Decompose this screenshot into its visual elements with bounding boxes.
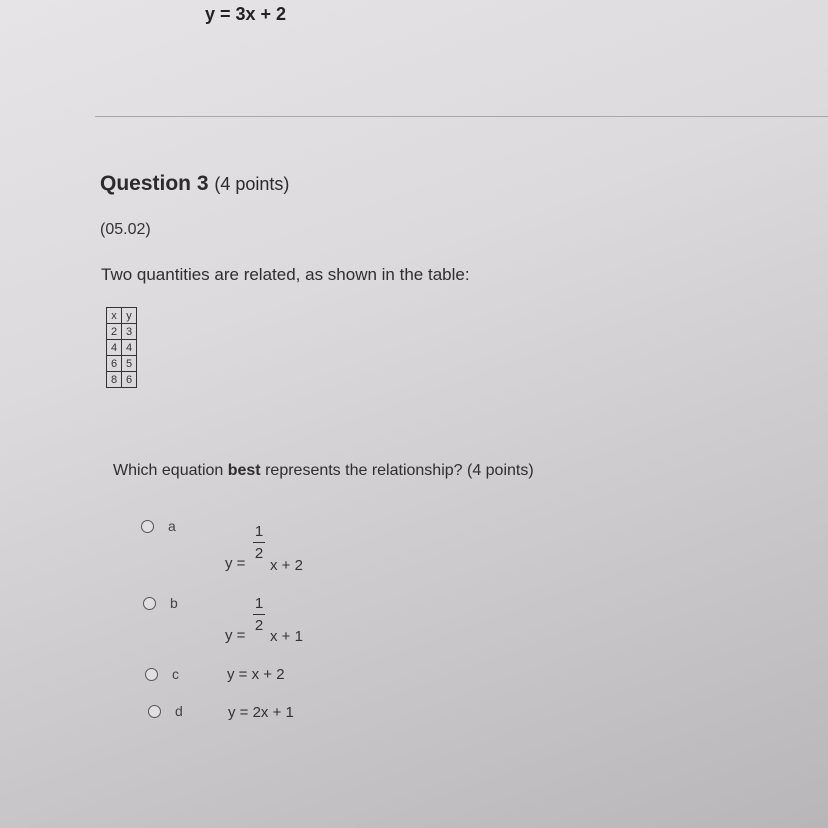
choice-c[interactable] [145,666,179,682]
table-cell: 4 [122,340,137,356]
radio-button-b[interactable] [143,597,156,610]
choice-b[interactable] [143,595,178,611]
choice-letter-c: c [172,666,179,682]
question-code: (05.02) [100,221,151,238]
choice-a-prefix: y = [225,555,246,572]
table-row [107,340,137,356]
table-row [107,324,137,340]
table-cell: 8 [107,372,122,388]
choice-letter-d: d [175,703,183,719]
table-header-y: y [122,308,137,324]
prompt-text-end: represents the relationship? (4 points) [260,462,534,479]
choice-letter-b: b [170,595,178,611]
choice-a-suffix: x + 2 [270,557,303,574]
table-cell: 5 [122,356,137,372]
choice-b-prefix: y = [225,627,246,644]
radio-button-a[interactable] [141,520,154,533]
radio-button-c[interactable] [145,668,158,681]
fraction-denominator: 2 [254,617,264,634]
prompt-emphasis: best [227,462,261,479]
table-cell: 6 [122,372,137,388]
question-number: Question 3 [100,172,209,195]
choice-b-suffix: x + 1 [270,628,303,645]
fraction-denominator: 2 [254,545,264,562]
radio-button-d[interactable] [148,705,161,718]
table-row [107,356,137,372]
table-header-row [107,308,137,324]
question-points: (4 points) [214,174,290,194]
question-divider [95,116,828,117]
choice-a[interactable] [141,518,176,534]
choice-d[interactable] [148,703,183,719]
choice-b-fraction [253,595,265,634]
relationship-table [106,307,137,388]
table-header-x: x [107,308,122,324]
choice-letter-a: a [168,518,176,534]
fraction-bar [253,542,265,543]
table-cell: 4 [107,340,122,356]
fraction-bar [253,614,265,615]
table-row [107,372,137,388]
fraction-numerator: 1 [254,595,264,612]
table-cell: 6 [107,356,122,372]
previous-answer-equation: y = 3x + 2 [205,4,287,24]
table-cell: 2 [107,324,122,340]
choice-c-equation: y = x + 2 [227,666,285,683]
fraction-numerator: 1 [254,523,264,540]
choice-d-equation: y = 2x + 1 [228,704,294,721]
question-prompt [113,462,534,480]
choice-a-fraction [253,523,265,562]
question-title [100,172,289,196]
question-intro: Two quantities are related, as shown in the table: [101,265,470,284]
prompt-text-start: Which equation [113,462,228,479]
table-cell: 3 [122,324,137,340]
